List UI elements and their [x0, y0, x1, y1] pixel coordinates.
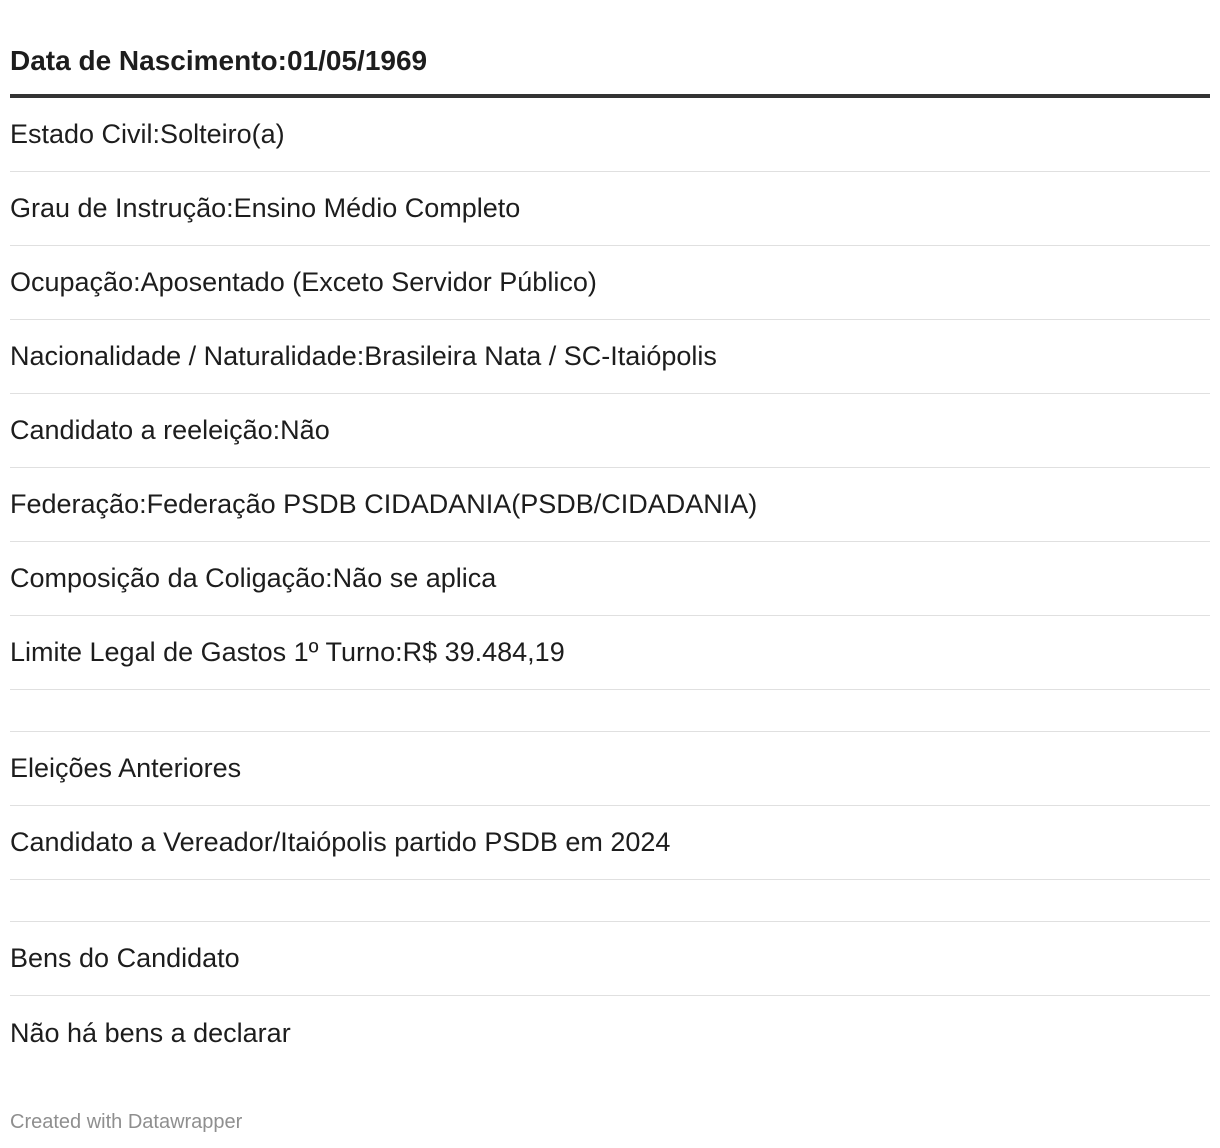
table-row [10, 320, 1210, 394]
table-row [10, 394, 1210, 468]
table-row [10, 542, 1210, 616]
row-text: Composição da Coligação:Não se aplica [10, 563, 497, 593]
table-row-empty [10, 690, 1210, 732]
row-text: Ocupação:Aposentado (Exceto Servidor Público) [10, 267, 597, 297]
table-row [10, 996, 1210, 1070]
table-row [10, 468, 1210, 542]
table-row-section-heading [10, 732, 1210, 806]
candidate-info-table [10, 26, 1210, 1070]
row-text: Candidato a Vereador/Itaiópolis partido PSDB em 2024 [10, 827, 671, 857]
datawrapper-credit: Created with Datawrapper [10, 1111, 243, 1133]
table-row-section-heading [10, 922, 1210, 996]
table-header [10, 26, 1210, 98]
row-text: Estado Civil:Solteiro(a) [10, 119, 285, 149]
table-row [10, 98, 1210, 172]
row-text: Limite Legal de Gastos 1º Turno:R$ 39.484,19 [10, 637, 565, 667]
row-text: Não há bens a declarar [10, 1017, 291, 1048]
row-text: Bens do Candidato [10, 943, 240, 973]
table-row-empty [10, 880, 1210, 922]
table-row [10, 616, 1210, 690]
row-text: Grau de Instrução:Ensino Médio Completo [10, 193, 521, 223]
header-text: Data de Nascimento:01/05/1969 [10, 45, 428, 76]
table-row [10, 806, 1210, 880]
row-text: Nacionalidade / Naturalidade:Brasileira Nata / SC-Itaiópolis [10, 341, 717, 371]
table-row [10, 246, 1210, 320]
row-text: Federação:Federação PSDB CIDADANIA(PSDB/CIDADANIA) [10, 489, 758, 519]
table-row [10, 172, 1210, 246]
row-text: Eleições Anteriores [10, 753, 242, 783]
row-text: Candidato a reeleição:Não [10, 415, 330, 445]
